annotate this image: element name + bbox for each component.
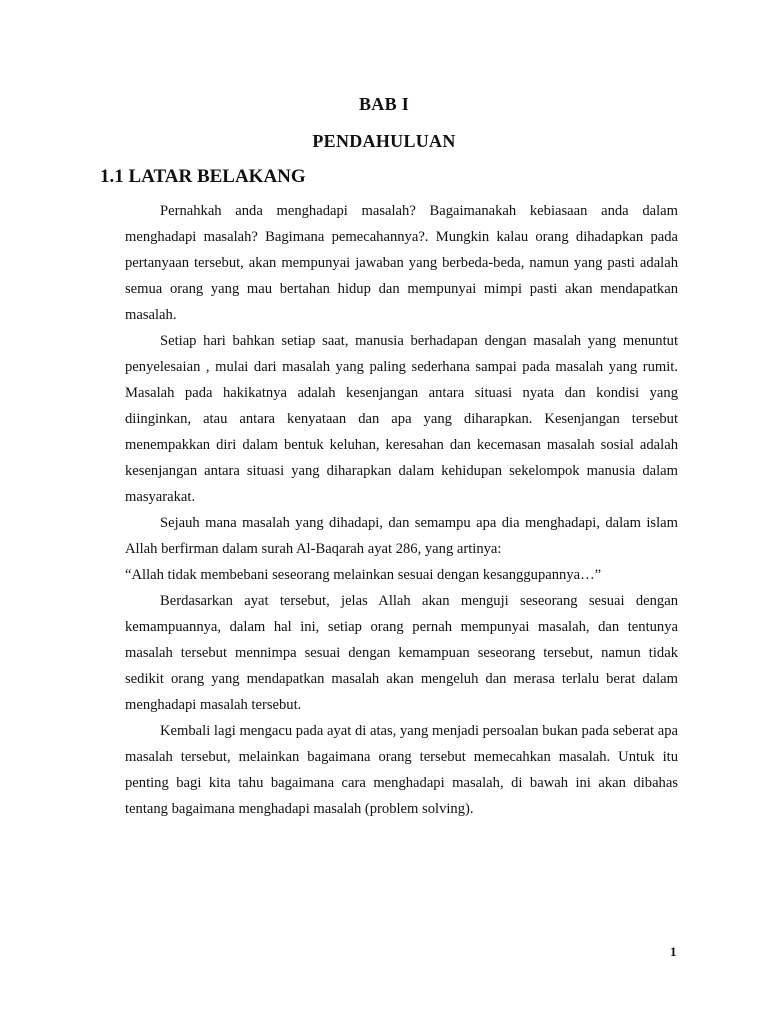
chapter-number: BAB I — [358, 94, 409, 114]
section-heading: 1.1 LATAR BELAKANG — [100, 166, 306, 187]
paragraph: Pernahkah anda menghadapi masalah? Bagaimanakah kebiasaan anda dalam menghadapi masalah? Bagimana pemecahannya?. Mungkin kalau orang dihadapkan pada pertanyaan tersebut, akan mempunyai jawaban yang berbeda-beda, namun yang pasti adalah semua orang yang mau bertahan hidup dan mempunyai mimpi pasti akan mendapatkan masalah. — [125, 203, 678, 323]
body-text — [125, 198, 678, 822]
page-number: 1 — [670, 944, 677, 959]
chapter-title: PENDAHULUAN — [312, 131, 456, 151]
paragraph: Kembali lagi mengacu pada ayat di atas, yang menjadi persoalan bukan pada seberat apa masalah tersebut, melainkan bagaimana orang tersebut memecahkan masalah. Untuk itu penting bagi kita tahu bagaimana cara menghadapi masalah, di bawah ini akan dibahas tentang bagaimana menghadapi masalah (problem solving). — [125, 723, 678, 817]
paragraph: Setiap hari bahkan setiap saat, manusia berhadapan dengan masalah yang menuntut penyelesaian , mulai dari masalah yang paling sederhana sampai pada masalah yang rumit. Masalah pada hakikatnya adalah kesenjangan antara situasi nyata dan kondisi yang diinginkan, atau antara kenyataan dan apa yang diharapkan. Kesenjangan tersebut menempakkan diri dalam bentuk keluhan, keresahan dan kecemasan masalah sosial adalah kesenjangan antara situasi yang diharapkan dalam kehidupan sekelompok manusia dalam masyarakat. — [125, 333, 678, 505]
paragraph: Sejauh mana masalah yang dihadapi, dan semampu apa dia menghadapi, dalam islam Allah berfirman dalam surah Al-Baqarah ayat 286, yang artinya: — [125, 515, 678, 557]
quote-paragraph: “Allah tidak membebani seseorang melainkan sesuai dengan kesanggupannya…” — [125, 567, 602, 583]
paragraph: Berdasarkan ayat tersebut, jelas Allah akan menguji seseorang sesuai dengan kemampuannya, dalam hal ini, setiap orang pernah mempunyai masalah, dan tentunya masalah tersebut mennimpa sesuai dengan kemampuan seseorang tersebut, namun tidak sedikit orang yang mendapatkan masalah akan mengeluh dan merasa terlalu berat dalam menghadapi masalah tersebut. — [125, 593, 678, 713]
